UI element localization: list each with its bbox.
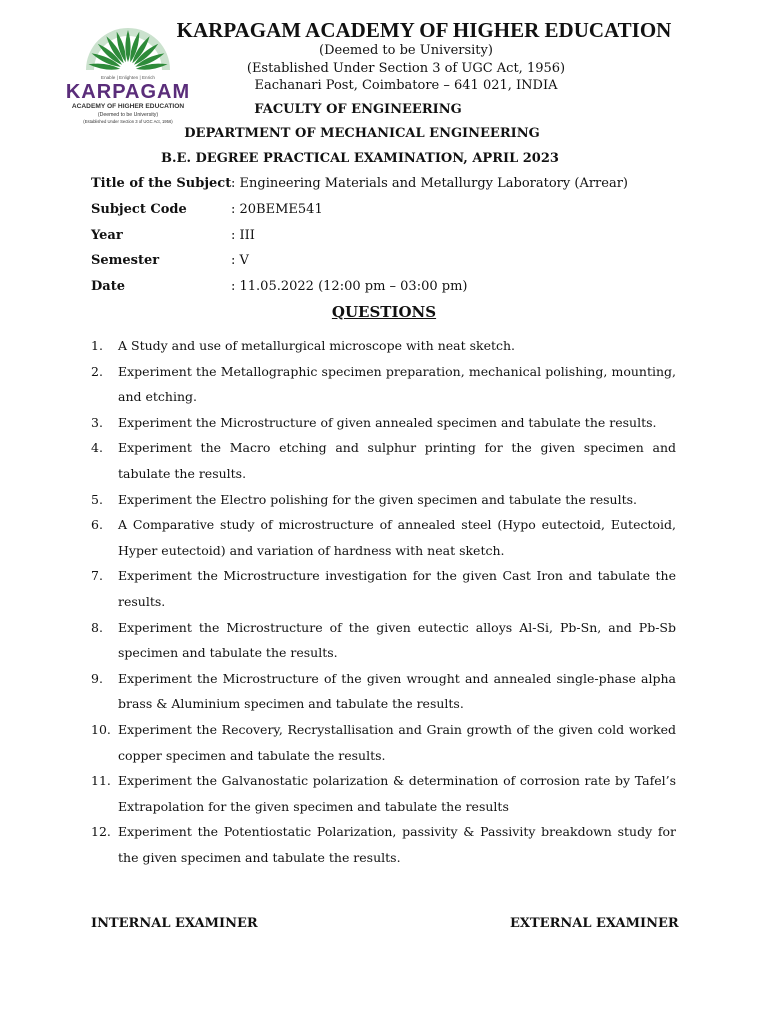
detail-row-subject-title [91,176,691,202]
exam-heading: B.E. DEGREE PRACTICAL EXAMINATION, APRIL 2023 [161,151,559,166]
question-item [91,359,676,410]
question-number: 4. [91,440,103,456]
question-number: 7. [91,568,103,584]
external-examiner-signature: EXTERNAL EXAMINER [510,916,679,931]
question-number: 2. [91,363,103,379]
question-number: 12. [91,824,111,840]
question-text: Experiment the Metallographic specimen preparation, mechanical polishing, mounting, and etching. [118,363,676,405]
question-text: Experiment the Electro polishing for the given specimen and tabulate the results. [118,491,637,507]
questions-list [91,333,676,870]
internal-examiner-signature: INTERNAL EXAMINER [91,916,258,931]
establishment-line: (Established Under Section 3 of UGC Act, 1956) [246,61,566,76]
question-item [91,717,676,768]
question-number: 8. [91,619,103,635]
question-number: 10. [91,721,111,737]
question-item [91,768,676,819]
question-item [91,666,676,717]
question-text: A Study and use of metallurgical microscope with neat sketch. [118,338,516,353]
question-number: 5. [91,491,103,507]
question-text: Experiment the Microstructure of given annealed specimen and tabulate the results. [118,414,657,430]
question-item [91,615,676,666]
detail-label: Date [91,279,125,294]
question-item [91,410,676,436]
question-item [91,333,676,359]
detail-label: Title of the Subject [91,176,232,191]
question-item [91,487,676,513]
detail-row-semester [91,253,691,279]
institution-title: KARPAGAM ACADEMY OF HIGHER EDUCATION [176,18,672,42]
question-item [91,819,676,870]
logo-tagline: Enable | Enlighten | Enrich [101,75,155,80]
detail-row-date [91,279,691,305]
detail-value: : Engineering Materials and Metallurgy Laboratory (Arrear) [231,176,628,191]
university-status: (Deemed to be University) [319,43,493,58]
question-number: 1. [91,338,103,353]
department-heading: DEPARTMENT OF MECHANICAL ENGINEERING [184,126,540,141]
question-text: Experiment the Microstructure investigation for the given Cast Iron and tabulate the results. [118,568,676,609]
question-text: A Comparative study of microstructure of annealed steel (Hypo eutectoid, Eutectoid, Hyper eutectoid) and variation of hardness with neat sketch. [118,517,676,558]
question-number: 11. [91,773,111,789]
detail-label: Year [91,227,123,243]
question-text: Experiment the Microstructure of the given wrought and annealed single-phase alpha brass & Aluminium specimen and tabulate the results. [118,670,676,712]
question-text: Experiment the Potentiostatic Polarization, passivity & Passivity breakdown study for the given specimen and tabulate the results. [118,824,676,865]
logo-subtitle: ACADEMY OF HIGHER EDUCATION [71,103,185,110]
question-item [91,563,676,614]
logo-name: KARPAGAM [66,81,191,103]
question-text: Experiment the Macro etching and sulphur printing for the given specimen and tabulate the results. [118,440,676,481]
logo-established: (Established Under Section 3 of UGC Act, 1956) [83,119,173,124]
question-number: 9. [91,670,103,686]
faculty-heading: FACULTY OF ENGINEERING [254,102,462,117]
detail-value: : 11.05.2022 (12:00 pm – 03:00 pm) [231,279,468,294]
question-text: Experiment the Microstructure of the given eutectic alloys Al-Si, Pb-Sn, and Pb-Sb specimen and tabulate the results. [118,619,676,661]
logo-deemed: (Deemed to be University) [97,112,159,118]
detail-row-year [91,228,691,254]
detail-value: : V [231,253,249,269]
detail-row-subject-code [91,202,691,228]
detail-value: : III [231,227,255,243]
address-line: Eachanari Post, Coimbatore – 641 021, INDIA [254,78,558,93]
question-text: Experiment the Galvanostatic polarization & determination of corrosion rate by Tafel’s Extrapolation for the given specimen and tabulate the results [118,773,676,814]
question-number: 3. [91,414,103,430]
question-text: Experiment the Recovery, Recrystallisation and Grain growth of the given cold worked copper specimen and tabulate the results. [118,721,676,763]
detail-label: Subject Code [91,201,187,217]
question-item [91,512,676,563]
question-item [91,435,676,486]
detail-label: Semester [91,253,160,269]
questions-heading: QUESTIONS [331,303,437,321]
exam-details [91,176,691,305]
question-number: 6. [91,517,103,533]
detail-value: : 20BEME541 [231,201,323,217]
